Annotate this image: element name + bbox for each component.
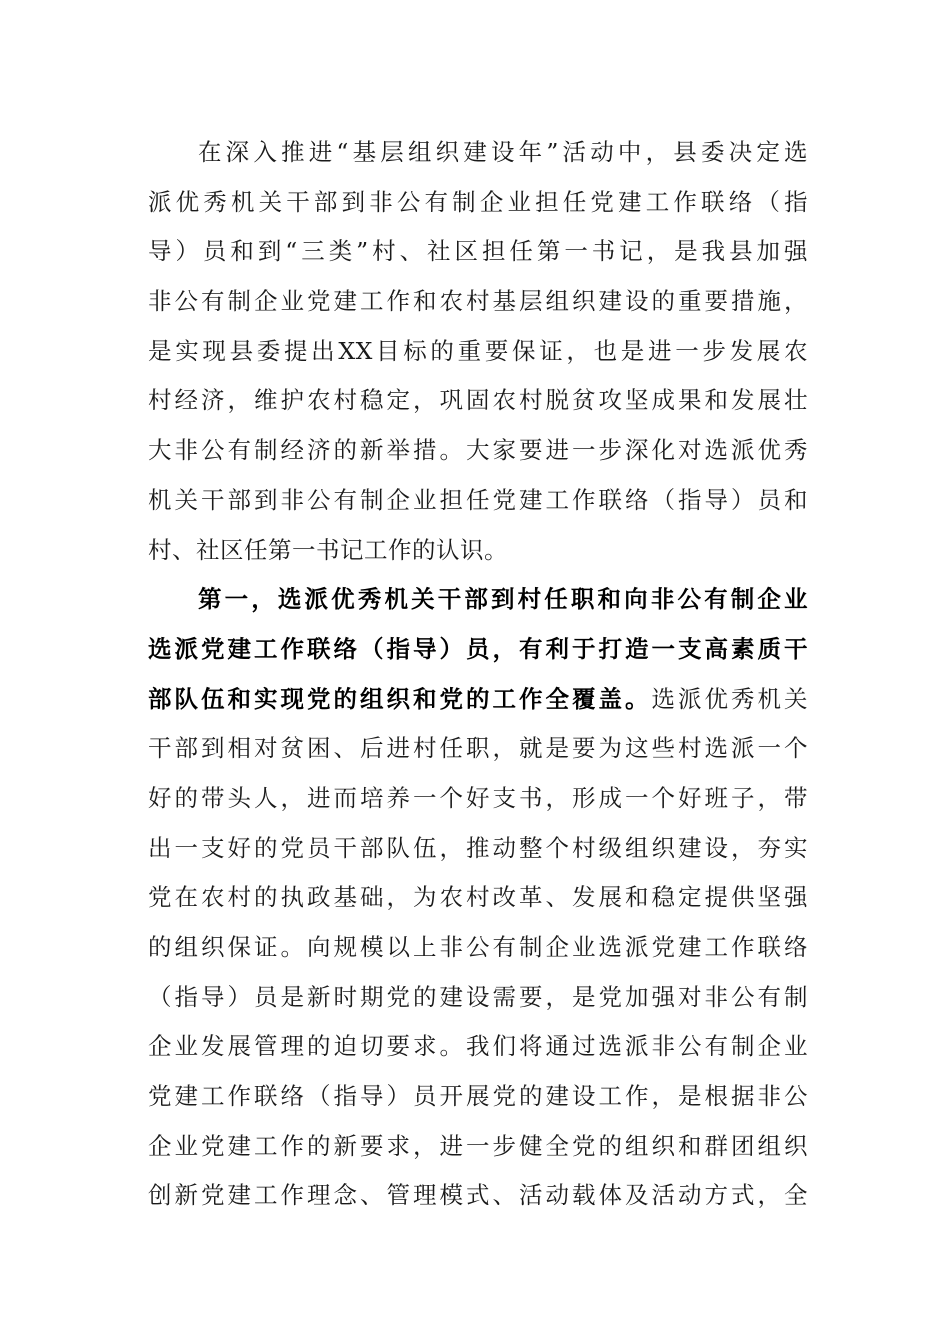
paragraph-2-line: 党在农村的执政基础，为农村改革、发展和稳定提供坚强 xyxy=(148,883,808,912)
paragraph-2-line: 的组织保证。向规模以上非公有制企业选派党建工作联络 xyxy=(148,933,808,961)
paragraph-2-line: 干部到相对贫困、后进村任职，就是要为这些村选派一个 xyxy=(148,734,808,763)
paragraph-2-line: 企业党建工作的新要求，进一步健全党的组织和群团组织 xyxy=(148,1131,808,1160)
paragraph-1-line: 派优秀机关干部到非公有制企业担任党建工作联络（指 xyxy=(148,187,808,216)
paragraph-2-heading-line: 选派党建工作联络（指导）员，有利于打造一支高素质干 xyxy=(148,634,808,663)
paragraph-1-line: 是实现县委提出XX目标的重要保证，也是进一步发展农 xyxy=(148,336,808,365)
paragraph-1-line: 非公有制企业党建工作和农村基层组织建设的重要措施， xyxy=(148,287,808,316)
paragraph-2-line: （指导）员是新时期党的建设需要，是党加强对非公有制 xyxy=(148,982,808,1011)
paragraph-2-line: 好的带头人，进而培养一个好支书，形成一个好班子，带 xyxy=(148,783,808,812)
paragraph-2-heading-end: 部队伍和实现党的组织和党的工作全覆盖。 xyxy=(148,684,652,713)
body-text xyxy=(148,128,808,1221)
paragraph-1-line: 村、社区任第一书记工作的认识。 xyxy=(148,535,508,564)
paragraph-2-mixed-line xyxy=(148,675,808,725)
paragraph-2-line: 党建工作联络（指导）员开展党的建设工作，是根据非公 xyxy=(148,1082,808,1111)
paragraph-2-line: 企业发展管理的迫切要求。我们将通过选派非公有制企业 xyxy=(148,1032,808,1061)
paragraph-1-line: 在深入推进“基层组织建设年”活动中，县委决定选 xyxy=(198,138,808,166)
paragraph-1-line: 大非公有制经济的新举措。大家要进一步深化对选派优秀 xyxy=(148,436,808,465)
paragraph-2-body-start: 选派优秀机关 xyxy=(651,684,808,713)
paragraph-1-line: 导）员和到“三类”村、社区担任第一书记，是我县加强 xyxy=(148,237,808,266)
paragraph-2-line: 出一支好的党员干部队伍，推动整个村级组织建设，夯实 xyxy=(148,833,808,862)
paragraph-1-line: 机关干部到非公有制企业担任党建工作联络（指导）员和 xyxy=(148,485,808,514)
paragraph-2-heading-line: 第一，选派优秀机关干部到村任职和向非公有制企业 xyxy=(198,585,808,614)
paragraph-1-line: 村经济，维护农村稳定，巩固农村脱贫攻坚成果和发展壮 xyxy=(148,386,808,415)
paragraph-2-line: 创新党建工作理念、管理模式、活动载体及活动方式，全 xyxy=(148,1181,808,1210)
